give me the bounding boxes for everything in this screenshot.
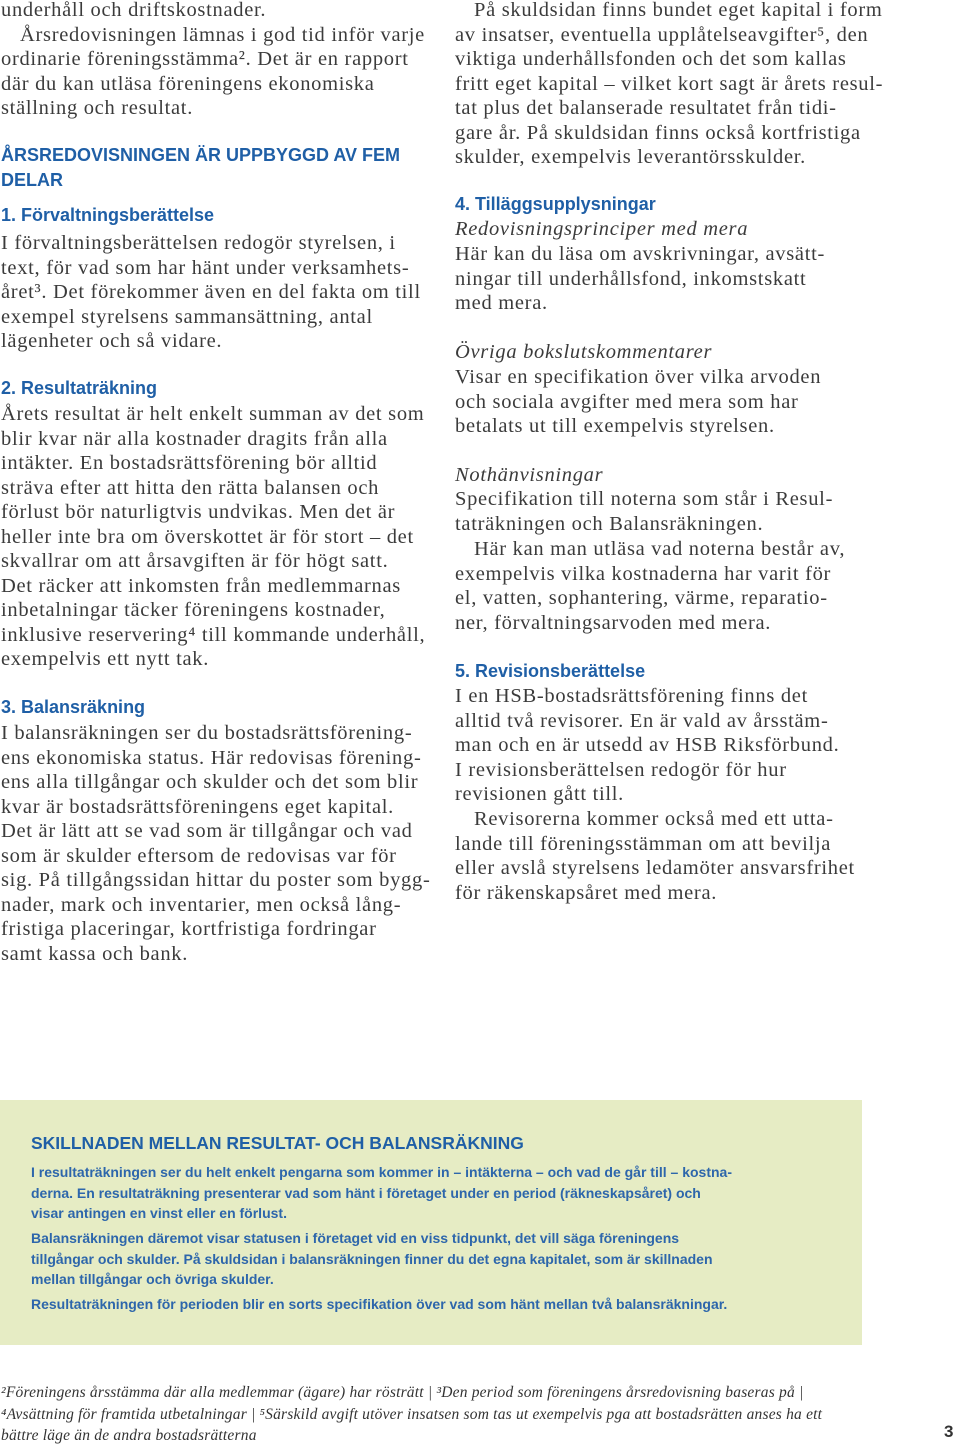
footnote-line: bättre läge än de andra bostadsrätterna — [1, 1427, 257, 1444]
text-line: text, för vad som har hänt under verksamhets- — [1, 256, 410, 279]
text-line: Revisorerna kommer också med ett utta- — [474, 808, 834, 830]
text-line: Här kan man utläsa vad noterna består av, — [474, 538, 846, 560]
intro-text — [1, 0, 425, 121]
text-line: ens alla tillgångar och skulder och det som blir — [1, 771, 419, 793]
info-box-line: Balansräkningen däremot visar statusen i företaget vid en viss tidpunkt, det vill säga föreningens — [31, 1230, 680, 1246]
text-line: underhåll och driftskostnader. — [1, 0, 267, 21]
text-line: betalats ut till exempelvis styrelsen. — [455, 415, 775, 437]
text-line: fritt eget kapital – vilket kort sagt är årets resul- — [455, 72, 884, 95]
text-line: På skuldsidan finns bundet eget kapital i form — [474, 0, 883, 21]
info-box-paragraph — [31, 1294, 727, 1315]
text-line: året³. Det förekommer även en del fakta om till — [1, 281, 421, 303]
page-number: 3 — [944, 1422, 954, 1441]
section-heading: 1. Förvaltningsberättelse — [1, 205, 215, 225]
paragraph — [1, 402, 425, 672]
text-line: I revisionsberättelsen redogör för hur — [455, 758, 787, 781]
text-line: I balansräkningen ser du bostadsrättsförening- — [1, 722, 413, 744]
text-line: ställning och resultat. — [1, 97, 194, 119]
text-line: I förvaltningsberättelsen redogör styrelsen, i — [1, 232, 396, 254]
text-line: skulder, exempelvis leverantörsskulder. — [455, 146, 806, 168]
text-line: Det är lätt att se vad som är tillgångar och vad — [1, 820, 413, 842]
heading-line: DELAR — [1, 169, 63, 190]
text-line: Det räcker att inkomsten från medlemmarnas — [1, 574, 401, 597]
text-line: sig. På tillgångssidan hittar du poster som bygg- — [1, 869, 431, 891]
section-heading: 3. Balansräkning — [1, 697, 146, 717]
info-box-line: Resultaträkningen för perioden blir en sorts specifikation över vad som hänt mellan två balansräkningar. — [31, 1296, 728, 1312]
info-box-line: I resultaträkningen ser du helt enkelt pengarna som kommer in – intäkterna – och vad de går till – kostna- — [31, 1164, 732, 1180]
text-line: el, vatten, sophantering, värme, reparatio- — [455, 587, 828, 609]
text-line: ens ekonomiska status. Här redovisas förening- — [1, 746, 422, 769]
text-line: intäkter. En bostadsrättsförening bör alltid — [1, 452, 378, 474]
text-line: Visar en specifikation över vilka arvoden — [455, 366, 822, 388]
text-line: eller avslå styrelsens ledamöter ansvarsfrihet — [455, 857, 855, 879]
text-line: I en HSB-bostadsrättsförening finns det — [455, 685, 808, 707]
text-line: inklusive reservering⁴ till kommande underhåll, — [1, 623, 426, 646]
info-box-paragraph — [31, 1228, 713, 1290]
paragraph — [455, 684, 839, 807]
text-line: blir kvar när alla kostnader dragits från alla — [1, 427, 388, 450]
info-box-paragraph — [31, 1162, 732, 1224]
text-line: heller inte bra om överskottet är för stort – det — [1, 525, 414, 548]
text-line: skvallrar om att årsavgiften är för högt satt. — [1, 550, 389, 572]
subsection-title: Redovisningsprinciper med mera — [455, 218, 749, 240]
text-line: samt kassa och bank. — [1, 942, 189, 965]
paragraph — [455, 0, 883, 170]
text-line: Specifikation till noterna som står i Resul- — [455, 488, 834, 510]
text-line: revisionen gått till. — [455, 783, 624, 805]
info-box-line: tillgångar och skulder. På skuldsidan i balansräkningen finner du det egna kapitalet, som är skillnaden — [31, 1250, 713, 1267]
footnote-line: ⁴Avsättning för framtida utbetalningar | ⁵Särskild avgift utöver insatsen som tas ut exempelvis pga att bostadsrätten anses ha ett — [1, 1405, 823, 1423]
text-line: där du kan utläsa föreningens ekonomiska — [1, 72, 375, 95]
text-line: ner, förvaltningsarvoden med mera. — [455, 611, 772, 634]
section-heading: 5. Revisionsberättelse — [455, 661, 646, 681]
text-line: inbetalningar täcker föreningens kostnader, — [1, 599, 386, 621]
text-line: Här kan du läsa om avskrivningar, avsätt- — [455, 243, 826, 265]
text-line: förlust bör naturligtvis undvikas. Men det är — [1, 501, 396, 523]
paragraph — [455, 537, 845, 635]
text-line: ningar till underhållsfond, inkomstskatt — [455, 267, 807, 290]
text-line: sträva efter att hitta den rätta balansen och — [1, 476, 380, 499]
text-line: ordinarie föreningsstämma². Det är en rapport — [1, 48, 409, 70]
text-line: Årets resultat är helt enkelt summan av det som — [1, 403, 425, 425]
main-heading — [1, 143, 400, 192]
text-line: gare år. På skuldsidan finns också kortfristiga — [455, 121, 861, 144]
paragraph — [455, 807, 855, 905]
paragraph — [1, 231, 421, 354]
paragraph — [455, 487, 833, 536]
text-line: lägenheter och så vidare. — [1, 330, 223, 352]
paragraph — [1, 721, 430, 966]
text-line: exempelvis vilka kostnaderna har varit för — [455, 562, 832, 585]
text-line: viktiga underhållsfonden och det som kallas — [455, 48, 847, 70]
subsection-title: Övriga bokslutskommentarer — [455, 341, 713, 363]
subsection-title: Nothänvisningar — [455, 464, 604, 486]
paragraph — [455, 242, 825, 316]
info-box-line: visar antingen en vinst eller en förlust. — [31, 1205, 287, 1221]
text-line: nader, mark och inventarier, men också lång- — [1, 893, 402, 916]
text-line: och sociala avgifter med mera som har — [455, 390, 799, 413]
footnotes — [1, 1382, 822, 1447]
text-line: Årsredovisningen lämnas i god tid inför varje — [20, 23, 425, 46]
text-line: taträkningen och Balansräkningen. — [455, 512, 764, 535]
text-line: för räkenskapsåret med mera. — [455, 881, 718, 904]
info-box-line: derna. En resultaträkning presenterar vad som hänt i företaget under en period (räkneskapsåret) och — [31, 1184, 701, 1201]
text-line: lande till föreningsstämman om att bevilja — [455, 832, 832, 855]
text-line: med mera. — [455, 292, 548, 314]
text-line: alltid två revisorer. En är vald av årsstäm- — [455, 709, 829, 732]
info-box-line: mellan tillgångar och övriga skulder. — [31, 1271, 274, 1287]
text-line: man och en är utsedd av HSB Riksförbund. — [455, 734, 840, 756]
info-box — [0, 1100, 862, 1345]
section-heading: 4. Tilläggsupplysningar — [455, 194, 656, 214]
text-line: som är skulder eftersom de redovisas var för — [1, 844, 397, 867]
text-line: av insatser, eventuella upplåtelseavgifter⁵, den — [455, 23, 869, 46]
paragraph — [455, 365, 821, 439]
text-line: exempel styrelsens sammansättning, antal — [1, 305, 373, 328]
section-heading: 2. Resultaträkning — [1, 378, 158, 398]
info-box-heading: SKILLNADEN MELLAN RESULTAT- OCH BALANSRÄKNING — [31, 1133, 524, 1153]
text-line: kvar är bostadsrättsföreningens eget kapital. — [1, 795, 394, 818]
text-line: fristiga placeringar, kortfristiga fordringar — [1, 918, 377, 940]
heading-line: ÅRSREDOVISNINGEN ÄR UPPBYGGD AV FEM — [1, 145, 401, 165]
text-line: exempelvis ett nytt tak. — [1, 648, 210, 670]
text-line: tat plus det balanserade resultatet från tidi- — [455, 97, 837, 119]
footnote-line: ²Föreningens årsstämma där alla medlemmar (ägare) har rösträtt | ³Den period som föreningens årsredovisning baseras på | — [1, 1384, 804, 1401]
